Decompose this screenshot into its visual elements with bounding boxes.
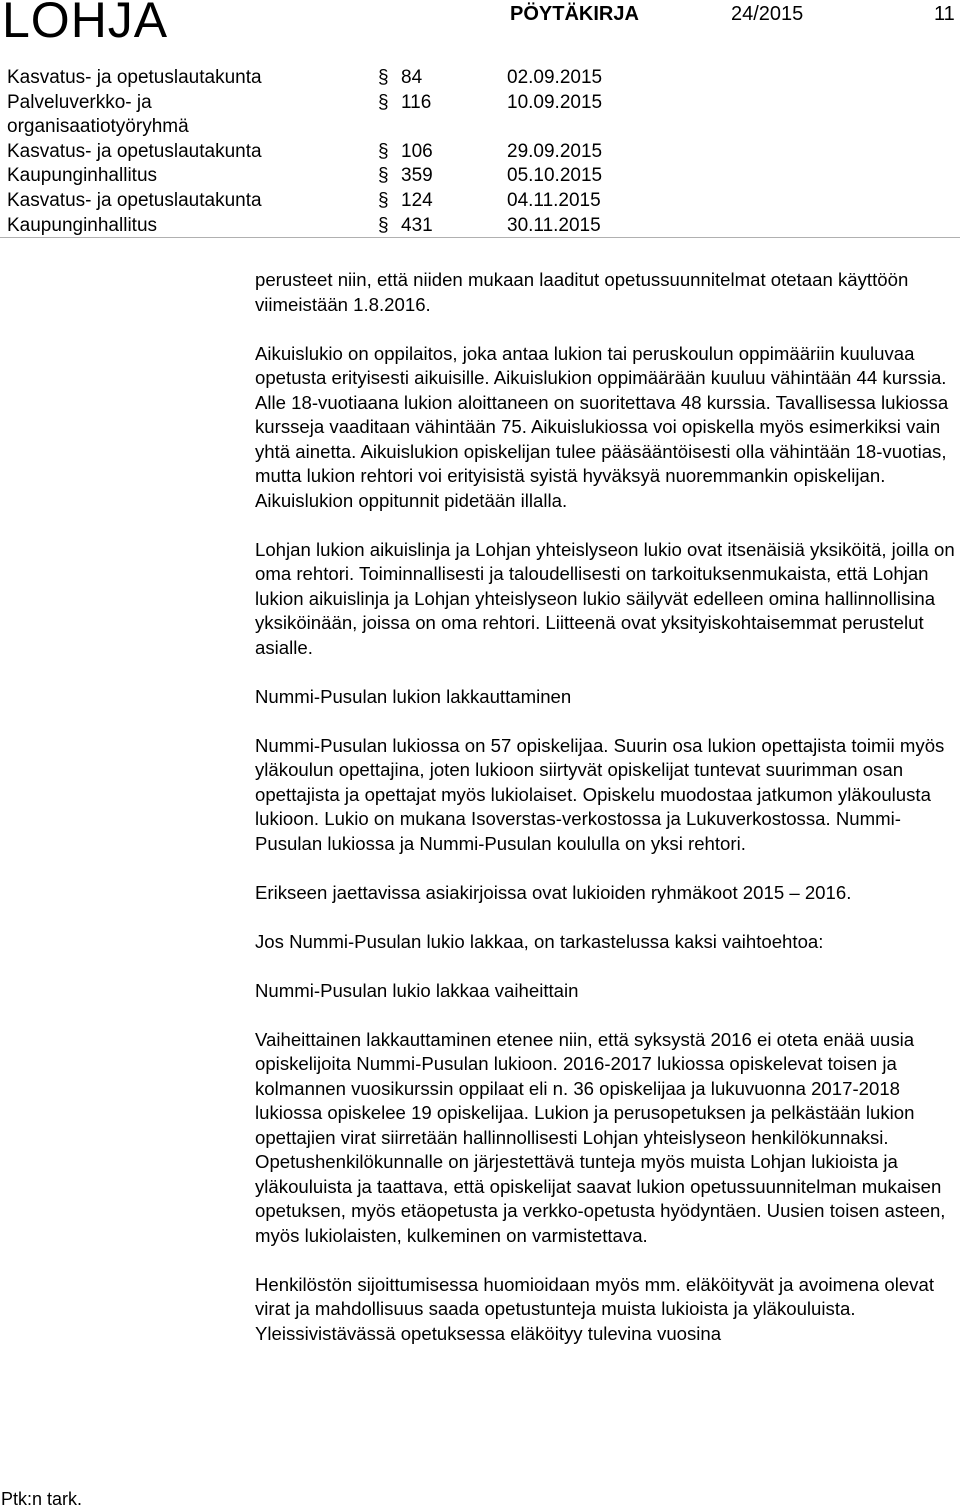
handling-body: Palveluverkko- ja organisaatiotyöryhmä [7, 91, 189, 138]
handling-body: Kasvatus- ja opetuslautakunta [7, 140, 262, 162]
section-number: 124 [401, 189, 433, 211]
handling-date: 10.09.2015 [507, 91, 603, 113]
page-number: 11 [934, 3, 955, 25]
body-paragraph: Vaiheittainen lakkauttaminen etenee niin, että syksystä 2016 ei oteta enää uusia opiskelijoita Nummi-Pusulan lukioon. 2016-2017 lukiossa opiskelevat toisen ja kolmannen vuosikurssin oppilaat eli n. 36 opiskelijaa ja lukuvuonna 2017-2018 lukiossa opiskelee 19 opiskelijaa. Lukion ja perusopetuksen ja pelkästään lukion opettajien virat siirretään hallinnollisesti Lohjan yhteislyseon henkilökunnaksi. [255, 1028, 915, 1148]
handling-row [0, 214, 960, 239]
body-paragraph: Nummi-Pusulan lukiossa on 57 opiskelijaa. Suurin osa lukion opettajista toimii myös yläkoulun opettajina, joten lukioon siirtyvät opiskelijat tuntevat suurimman osan opettajista ja opettajat myös lukiolaiset. Opiskelu muodostaa jatkumon yläkoulusta lukioon. Lukio on mukana Isoverstas-verkostossa ja Lukuverkostossa. Nummi-Pusulan lukiossa ja Nummi-Pusulan koululla on yksi rehtori. [255, 734, 945, 854]
body-paragraph: Opetushenkilökunnalle on järjestettävä tunteja myös muista Lohjan lukioista ja yläkouluista ja taattava, että opiskelijat saavat lukion opetussuunnitelman mukaisen opetuksen, myös etäopetusta ja verkko-opetusta hyödyntäen. Uusien toisen asteen, myös lukiolaisten, kulkeminen on varmistettava. [255, 1151, 946, 1246]
handling-date: 29.09.2015 [507, 140, 603, 162]
handling-date: 05.10.2015 [507, 165, 603, 187]
handling-body: Kaupunginhallitus [7, 214, 158, 236]
handling-row [0, 140, 960, 165]
body-paragraph: Henkilöstön sijoittumisessa huomioidaan myös mm. eläköityvät ja avoimena olevat virat ja mahdollisuus saada opetustunteja muista lukioista ja yläkouluista. Yleissivistävässä opetuksessa eläköityy tulevina vuosina [255, 1273, 934, 1344]
section-sign-icon: § [378, 214, 389, 236]
handling-row [0, 164, 960, 189]
handling-date: 30.11.2015 [507, 214, 601, 236]
handling-date: 04.11.2015 [507, 189, 601, 211]
section-number: 359 [401, 165, 433, 187]
lohja-logo: LOHJA [2, 0, 169, 48]
handling-body: Kasvatus- ja opetuslautakunta [7, 189, 262, 211]
section-sign-icon: § [378, 67, 389, 88]
section-number: 106 [401, 140, 433, 162]
body-paragraph: Erikseen jaettavissa asiakirjoissa ovat lukioiden ryhmäkoot 2015 – 2016. [255, 881, 852, 903]
body-paragraph: Aikuislukio on oppilaitos, joka antaa lukion tai peruskoulun oppimääriin kuuluvaa opetusta erityisesti aikuisille. Aikuislukion oppimäärään kuuluu vähintään 44 kurssia. Alle 18-vuotiaana lukion aloittaneen on suoritettava 48 kurssia. Tavallisessa lukiossa kursseja vaaditaan vähintään 75. Aikuislukiossa voi opiskella myös esimerkiksi vain yhtä ainetta. Aikuislukion opiskelijan tulee pääsääntöisesti olla vähintään 18-vuotias, mutta lukion rehtori voi erityisistä syistä hyväksyä nuoremmankin opiskelijan. Aikuislukion oppitunnit pidetään illalla. [255, 342, 949, 511]
document-body [255, 268, 955, 1371]
handling-row [0, 189, 960, 214]
body-paragraph: perusteet niin, että niiden mukaan laaditut opetussuunnitelmat otetaan käyttöön viimeistään 1.8.2016. [255, 269, 909, 315]
minutes-checker-label: Ptk:n tark. [1, 1489, 83, 1509]
body-paragraph: Lohjan lukion aikuislinja ja Lohjan yhteislyseon lukio ovat itsenäisiä yksiköitä, joilla on oma rehtori. Toiminnallisesti ja taloudellisesti on tarkoituksenmukaista, että Lohjan lukion aikuislinja ja Lohjan yhteislyseon lukio säilyvät edelleen omina hallinnollisina yksiköinään, joissa on oma rehtori. Liitteenä ovat yksityiskohtaisemmat perustelut asialle. [255, 538, 955, 658]
section-sign-icon: § [378, 140, 389, 162]
document-type: PÖYTÄKIRJA [510, 3, 639, 25]
section-heading: Nummi-Pusulan lukio lakkaa vaiheittain [255, 979, 579, 1001]
body-paragraph: Jos Nummi-Pusulan lukio lakkaa, on tarkastelussa kaksi vaihtoehtoa: [255, 930, 824, 952]
handling-row [0, 91, 960, 140]
section-sign-icon: § [378, 165, 389, 187]
section-sign-icon: § [378, 189, 389, 211]
section-heading: Nummi-Pusulan lukion lakkauttaminen [255, 685, 572, 707]
handling-history [0, 66, 960, 238]
handling-body: Kaupunginhallitus [7, 165, 158, 187]
document-number: 24/2015 [731, 3, 804, 25]
section-number: 431 [401, 214, 433, 236]
header-divider [0, 237, 960, 238]
section-number: 116 [401, 91, 432, 113]
section-number: 84 [401, 67, 423, 88]
handling-body: Kasvatus- ja opetuslautakunta [7, 67, 262, 88]
handling-row [0, 66, 960, 91]
handling-date: 02.09.2015 [507, 67, 603, 88]
section-sign-icon: § [378, 91, 389, 113]
